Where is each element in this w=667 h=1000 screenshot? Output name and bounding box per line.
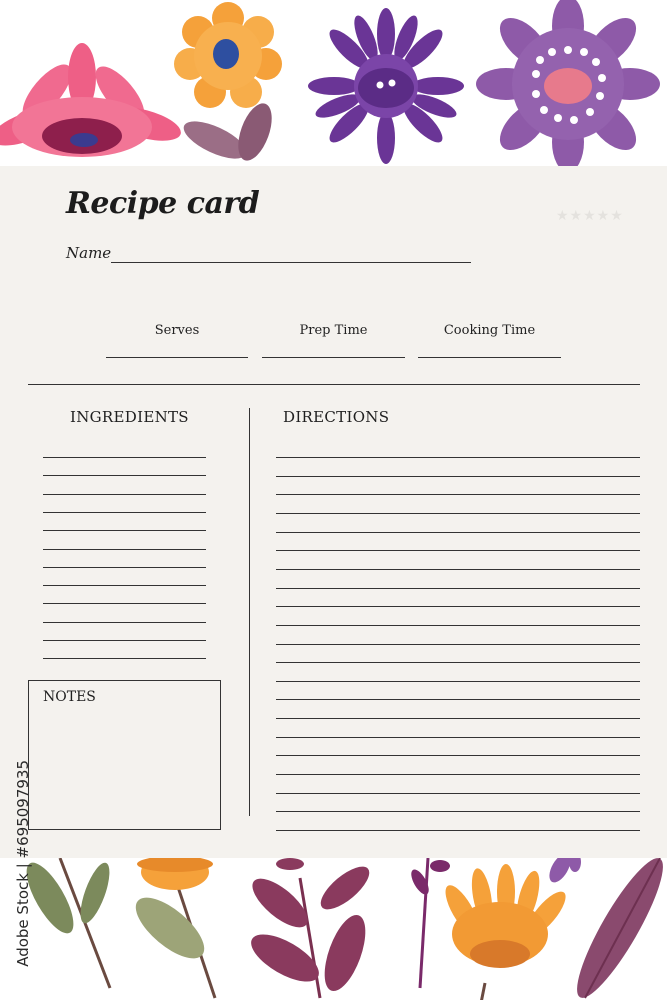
ingredient-line	[43, 622, 206, 623]
ingredient-line	[43, 475, 206, 476]
pink-flower	[0, 43, 184, 157]
direction-line	[276, 737, 640, 738]
top-flowers-illustration	[0, 0, 667, 166]
name-field-line	[111, 262, 471, 263]
direction-line	[276, 457, 640, 458]
direction-line	[276, 513, 640, 514]
ingredient-line	[43, 512, 206, 513]
rating-stars: ★★★★★	[556, 208, 624, 224]
orange-flower	[174, 2, 282, 108]
direction-line	[276, 606, 640, 607]
column-divider	[249, 408, 250, 816]
direction-line	[276, 476, 640, 477]
direction-line	[276, 755, 640, 756]
direction-line	[276, 699, 640, 700]
direction-line	[276, 662, 640, 663]
direction-line	[276, 644, 640, 645]
ingredient-line	[43, 585, 206, 586]
direction-line	[276, 830, 640, 831]
direction-line	[276, 718, 640, 719]
direction-line	[276, 681, 640, 682]
direction-line	[276, 811, 640, 812]
prep-time-field-line	[262, 357, 405, 358]
serves-field-line	[106, 357, 248, 358]
header-divider	[28, 384, 640, 385]
ingredient-line	[43, 549, 206, 550]
sage-leaves	[18, 858, 115, 988]
serves-label: Serves	[154, 323, 200, 338]
plum-long-leaf	[564, 858, 667, 1000]
orange-bud	[126, 858, 215, 998]
ingredient-line	[43, 494, 206, 495]
purple-flower	[476, 0, 660, 166]
direction-line	[276, 532, 640, 533]
card-title: Recipe card	[66, 186, 260, 221]
name-label: Name	[66, 244, 112, 262]
ingredient-line	[43, 567, 206, 568]
violet-sprig	[408, 858, 450, 988]
stock-id-watermark: Adobe Stock | #695097935	[14, 760, 32, 967]
bottom-flowers-illustration	[0, 858, 667, 1000]
direction-line	[276, 625, 640, 626]
ingredient-line	[43, 457, 206, 458]
direction-line	[276, 550, 640, 551]
direction-line	[276, 774, 640, 775]
ingredient-line	[43, 640, 206, 641]
plum-leaves	[179, 99, 279, 166]
direction-line	[276, 793, 640, 794]
plum-leaves-bottom	[244, 858, 376, 998]
top-flower-border	[0, 0, 667, 166]
direction-line	[276, 588, 640, 589]
ingredient-line	[43, 658, 206, 659]
directions-heading: DIRECTIONS	[283, 408, 390, 426]
purple-sprig	[545, 858, 581, 886]
notes-box	[28, 680, 221, 830]
recipe-card	[0, 166, 667, 858]
violet-flower	[308, 8, 464, 164]
cooking-time-label: Cooking Time	[443, 323, 536, 338]
direction-line	[276, 569, 640, 570]
prep-time-label: Prep Time	[299, 323, 368, 338]
ingredient-line	[43, 530, 206, 531]
ingredient-line	[43, 603, 206, 604]
direction-line	[276, 494, 640, 495]
bottom-flower-border	[0, 858, 667, 1000]
orange-flower-bottom	[439, 864, 571, 1000]
notes-heading: NOTES	[43, 689, 96, 705]
cooking-time-field-line	[418, 357, 561, 358]
ingredients-heading: INGREDIENTS	[70, 408, 189, 426]
